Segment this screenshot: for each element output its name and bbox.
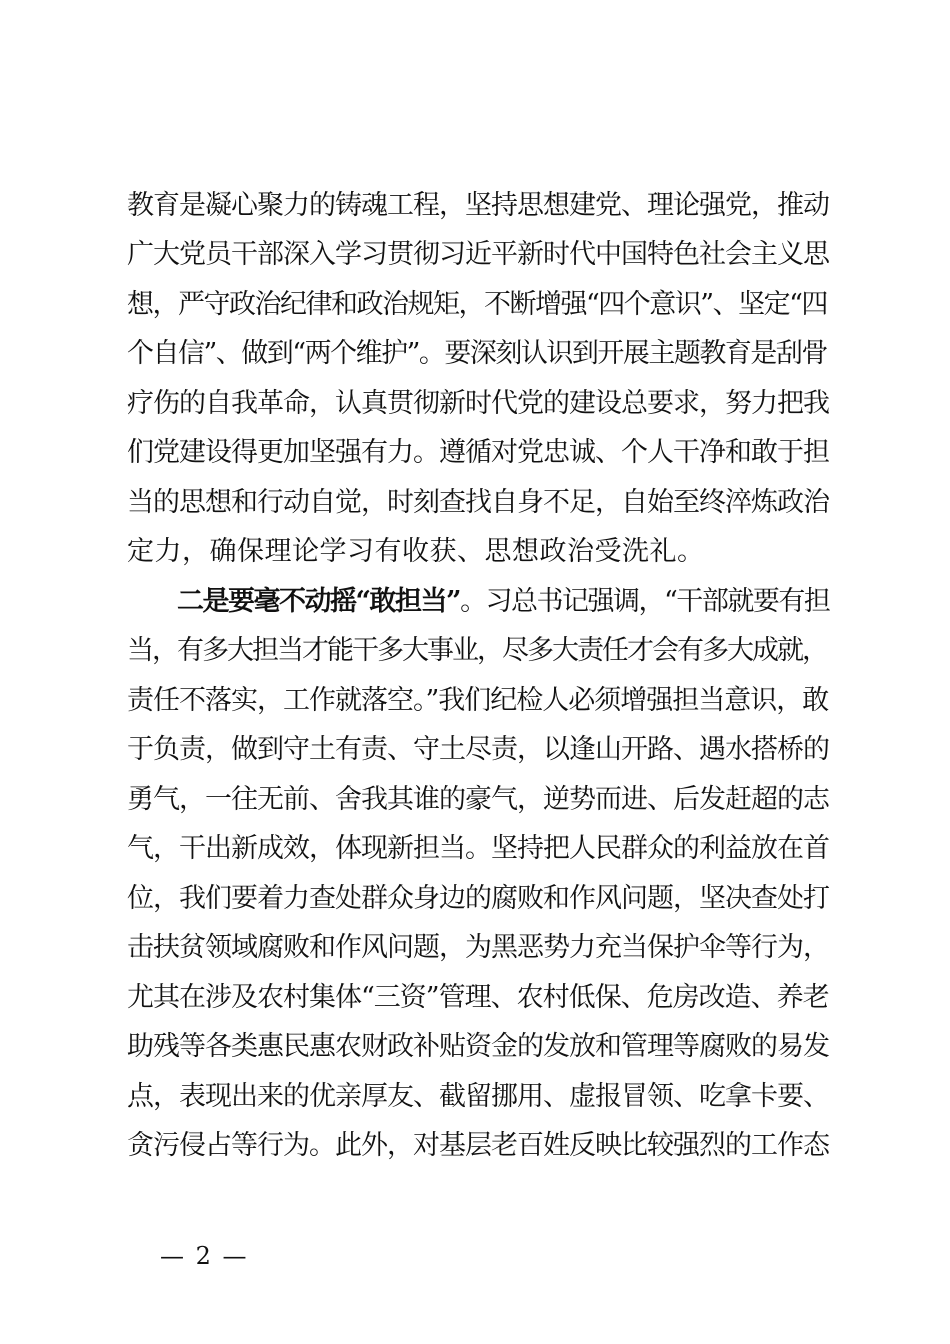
paragraph-text: 。习总书记强调，“干部就要有担 — [460, 586, 830, 617]
paragraph-line: 教育是凝心聚力的铸魂工程，坚持思想建党、理论强党，推动 — [127, 190, 829, 221]
page-number: — 2 — — [160, 1242, 249, 1270]
paragraph-line: 勇气，一往无前、舍我其谁的豪气，逆势而进、后发赶超的志 — [127, 784, 829, 815]
paragraph-line: 位，我们要着力查处群众身边的腐败和作风问题，坚决查处打 — [127, 883, 829, 914]
paragraph-line: 们党建设得更加坚强有力。遵循对党忠诚、个人干净和敢于担 — [127, 437, 829, 468]
paragraph-first-line — [177, 580, 833, 624]
paragraph-line: 于负责，做到守土有责、守土尽责，以逢山开路、遇水搭桥的 — [127, 734, 829, 765]
paragraph-line: 尤其在涉及农村集体“三资”管理、农村低保、危房改造、养老 — [127, 982, 829, 1013]
paragraph-line: 助残等各类惠民惠农财政补贴资金的发放和管理等腐败的易发 — [127, 1031, 829, 1062]
paragraph-line: 气，干出新成效，体现新担当。坚持把人民群众的利益放在首 — [127, 833, 829, 864]
section-heading: 二是要毫不动摇“敢担当” — [177, 586, 461, 617]
paragraph-line: 责任不落实，工作就落空。”我们纪检人必须增强担当意识，敢 — [127, 685, 829, 716]
paragraph-line: 贪污侵占等行为。此外，对基层老百姓反映比较强烈的工作态 — [127, 1130, 829, 1161]
paragraph-line: 当的思想和行动自觉，时刻查找自身不足，自始至终淬炼政治 — [127, 487, 829, 518]
paragraph-line: 当，有多大担当才能干多大事业，尽多大责任才会有多大成就， — [127, 635, 827, 666]
paragraph-line: 广大党员干部深入学习贯彻习近平新时代中国特色社会主义思 — [127, 239, 829, 270]
paragraph-line: 击扶贫领域腐败和作风问题，为黑恶势力充当保护伞等行为， — [127, 932, 829, 963]
paragraph-line: 定力，确保理论学习有收获、思想政治受洗礼。 — [127, 536, 705, 567]
paragraph-line: 疗伤的自我革命，认真贯彻新时代党的建设总要求，努力把我 — [127, 388, 829, 419]
paragraph-line: 想，严守政治纪律和政治规矩，不断增强“四个意识”、坚定“四 — [127, 289, 827, 320]
paragraph-line: 个自信”、做到“两个维护”。要深刻认识到开展主题教育是刮骨 — [127, 338, 827, 369]
paragraph-line: 点，表现出来的优亲厚友、截留挪用、虚报冒领、吃拿卡要、 — [127, 1081, 829, 1112]
